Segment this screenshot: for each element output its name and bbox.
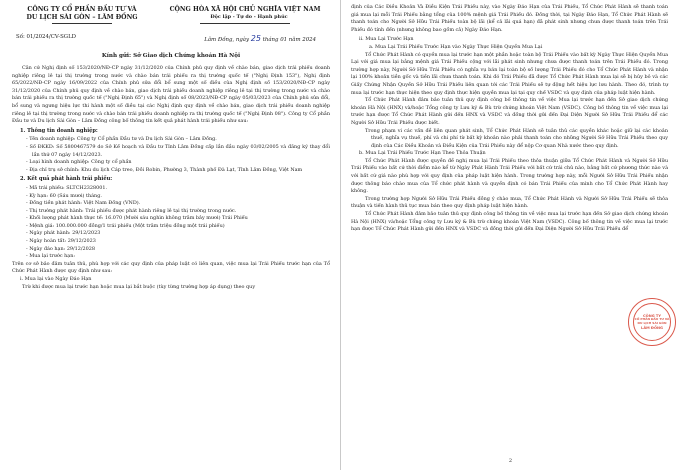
section2-title: 2. Kết quả phát hành trái phiếu:	[20, 176, 113, 183]
carryover-paragraph: định của Các Điều Khoản Và Điều Kiện Trái Phiếu này, vào Ngày Đáo Hạn của Trái Phiếu, Tổ Chức Phát Hành sẽ thanh toán giá mua lại mỗi Trái Phiếu bằng tổng của 100% mệnh giá Trái Phiếu đó. Đồng thời, tại Ngày Đáo Hạn, Tổ Chức Phát Hành sẽ thanh toán cho Người Sở Hữu Trái Phiếu toàn bộ lãi (kể cả lãi quá hạn) đã phát sinh nhưng chưa được thanh toán trên Trái Phiếu đó tính đến (nhưng không bao gồm cả) Ngày Đáo Hạn.	[351, 4, 668, 33]
letterhead	[12, 6, 330, 24]
section1-item: - Tên doanh nghiệp: Công ty Cổ phần Đầu tư và Du lịch Sài Gòn – Lâm Đồng.	[26, 136, 217, 143]
seal-text-top: CÔNG TY	[643, 314, 661, 319]
section2-item: - Đồng tiền phát hành: Việt Nam Đồng (VND).	[26, 200, 141, 207]
section1-title: 1. Thông tin doanh nghiệp:	[20, 127, 98, 134]
section2-item: - Ngày hoàn tất: 29/12/2023	[26, 238, 96, 245]
date-prefix: Lâm Đồng, ngày	[204, 37, 250, 43]
seal-text-bottom: LÂM ĐỒNG	[641, 325, 663, 330]
company-name	[12, 6, 152, 24]
buyback-intro: Trên cơ sở bảo đảm tuân thủ, phù hợp với các quy định của pháp luật có liên quan, việc mua lại Trái Phiếu trước hạn của Tổ Chức Phát Hành được quy định như sau:	[12, 260, 330, 275]
para-b2: Trong trường hợp Người Sở Hữu Trái Phiếu đồng ý chào mua, Tổ Chức Phát Hành và Người Sở Hữu Trái Phiếu sẽ thỏa thuận và tiến hành thủ tục mua bán theo quy định pháp luật hiện hành.	[351, 195, 668, 210]
section2-item: - Ngày đáo hạn: 29/12/2028	[26, 245, 96, 252]
doc-date	[204, 34, 316, 43]
section2-item: - Mệnh giá: 100.000.000 đồng/1 trái phiếu (Một trăm triệu đồng một trái phiếu)	[26, 222, 225, 229]
sub-i-text: Trừ khi được mua lại trước hạn hoặc mua lại bắt buộc (tùy từng trường hợp áp dụng) theo quy	[22, 283, 256, 290]
section1-item: - Loại hình doanh nghiệp: Công ty cổ phần	[26, 159, 132, 166]
para-b1: Tổ Chức Phát Hành được quyền đề nghị mua lại Trái Phiếu theo thỏa thuận giữa Tổ Chức Phát Hành và Người Sở Hữu Trái Phiếu vào bất cứ thời điểm nào kể từ Ngày Phát Hành Trái Phiếu với bất cứ trái chủ nào, bằng bất cứ phương thức nào và với bất cứ giá nào phù hợp với quy định của pháp luật hiện hành. Trong trường hợp này, mỗi Người Sở Hữu Trái Phiếu nhận được thông báo chào mua của Tổ chức phát hành và quyền định có bán Trái Phiếu của mình cho Tổ Chức Phát Hành hay không.	[351, 157, 668, 195]
para-a1: Tổ Chức Phát Hành có quyền mua lại trước hạn một phần hoặc toàn bộ Trái Phiếu vào bất kỳ Ngày Thực Hiện Quyền Mua Lại với giá mua lại bằng mệnh giá Trái Phiếu cộng với lãi phát sinh nhưng chưa được thanh toán trên Trái Phiếu đó. Trong trường hợp này, Người Sở Hữu Trái Phiếu có nghĩa vụ bán lại toàn bộ số lượng Trái Phiếu đó cho Tổ Chức Phát Hành và nhận lại 100% khoản tiền gốc và tiền lãi chưa thanh toán. Khi đó Trái Phiếu đã được Tổ Chức Phát Hành mua lại sẽ bị hủy bỏ và các Giấy Chứng Nhận Quyền Sở Hữu Trái Phiếu liên quan tới các Trái Phiếu sẽ tự động hết hiệu lực lưu hành. Theo đó, trình tự mua lại trước hạn thực hiện theo quy định thực hiện quyền mua lại tại quy chế VSDC và quy định của pháp luật hiện hành.	[351, 51, 669, 96]
section2-item: - Thị trường phát hành: Trái phiếu được phát hành riêng lẻ tại thị trường trong nước.	[26, 207, 237, 214]
sub-ii-title: ii. Mua Lại Trước Hạn	[359, 36, 414, 43]
section2-item: - Mã trái phiếu: SLTCH2328001.	[26, 184, 108, 191]
date-suffix: tháng 01 năm 2024	[262, 37, 316, 43]
motto-line: Độc lập - Tự do - Hạnh phúc	[210, 14, 288, 20]
section1-item: - Địa chỉ trụ sở chính: Khu du lịch Cáp treo, Đồi Robin, Phường 3, Thành phố Đà Lạt, Tỉnh Lâm Đồng, Việt Nam	[26, 166, 303, 173]
company-name-line2: DU LỊCH SÀI GÒN – LÂM ĐỒNG	[26, 14, 138, 21]
section1-item: - Số ĐKKD: Số 5800467579 do Sở Kế hoạch và Đầu tư Tỉnh Lâm Đồng cấp lần đầu ngày 03/02/2005 và đăng ký thay đổi lần thứ 07 ngày 14/12/2023.	[26, 143, 330, 158]
intro-paragraph: Căn cứ Nghị định số 153/2020/NĐ-CP ngày 31/12/2020 của Chính phủ quy định về chào bán, giao dịch trái phiếu doanh nghiệp riêng lẻ tại thị trường trong nước và chào bán trái phiếu ra thị trường quốc tế ("Nghị Định 153"), Nghị định 65/2022/NĐ-CP ngày 16/09/2022 của Chính phủ sửa đổi bổ sung một số điều của Nghị định số 153/2020/NĐ-CP ngày 31/12/2020 của Chính phủ quy định về chào bán, giao dịch trái phiếu doanh nghiệp riêng lẻ tại thị trường trong nước và chào bán trái phiếu ra thị trường quốc tế ("Nghị Định 65") và Nghị định số 08/2023/NĐ-CP ngày 05/03/2023 của Chính phủ sửa đổi, bổ sung và ngưng hiệu lực thi hành một số điều tại các Nghị định quy định về chào bán, giao dịch trái phiếu doanh nghiệp riêng lẻ tại thị trường trong nước và chào bán trái phiếu doanh nghiệp ra thị trường quốc tế ("Nghị Định 08"). Công ty Cổ phần Đầu tư và Du lịch Sài Gòn – Lâm Đồng công bố thông tin kết quả phát hành trái phiếu như sau:	[12, 65, 330, 125]
section2-item: - Ngày phát hành: 29/12/2023	[26, 230, 101, 237]
sub-b-title: b. Mua Lại Trái Phiếu Trước Hạn Theo Thỏa Thuận	[359, 150, 486, 157]
company-underline	[52, 23, 112, 24]
doc-number: Số: 01/2024/CV-SGLD	[16, 34, 76, 40]
para-a3-text: Trong phạm vi các vấn đề liên quan phát sinh, Tổ Chức Phát Hành sẽ tuân thủ các quyền khác hoặc giữ lại các khoản thuế, nghĩa vụ thuế, phí và chi phí từ bất kỳ khoản nào phải thanh toán cho những Người Sở Hữu Trái Phiếu theo quy định của Các Điều Khoản và Điều Kiện của Trái Phiếu này để nộp Cơ quan Nhà nước theo quy định.	[365, 127, 668, 149]
section2-item: - Khối lượng phát hành thực tế: 16.070 (Mười sáu nghìn không trăm bảy mươi) Trái Phiếu	[26, 215, 248, 222]
para-a3	[365, 128, 668, 151]
company-name-line1: CÔNG TY CỔ PHẦN ĐẦU TƯ VÀ	[27, 6, 137, 13]
motto-underline	[200, 23, 290, 24]
section2-list	[12, 185, 330, 261]
sub-a-title: a. Mua Lại Trái Phiếu Trước Hạn vào Ngày Thực Hiện Quyền Mua Lại	[369, 43, 543, 50]
sub-i-title: i. Mua lại vào Ngày Đáo Hạn	[20, 276, 92, 283]
section1-list	[12, 136, 330, 174]
doc-meta	[12, 34, 330, 43]
company-seal	[628, 298, 676, 346]
national-heading	[160, 6, 330, 24]
section2-item: - Kỳ hạn: 60 (Sáu mươi) tháng.	[26, 192, 102, 199]
addressee: Kính gửi: Sở Giao dịch Chứng khoán Hà Nội	[101, 53, 241, 59]
date-day-handwritten: 25	[250, 34, 261, 43]
document-page-2	[341, 0, 680, 470]
seal-text-mid: CỔ PHẦN ĐẦU TƯ VÀ DU LỊCH SÀI GÒN	[634, 317, 670, 325]
page-number: 2	[508, 458, 513, 464]
para-b3: Tổ Chức Phát Hành đảm bảo tuân thủ quy định công bố thông tin về việc mua lại trước hạn đến Sở giao dịch chứng khoán Hà Nội (HNX) và/hoặc Tổng công ty Lưu ký & Bù trừ chứng khoán Việt Nam (VSDC). Công bố thông tin về việc mua lại trước hạn được Tổ Chức Phát Hành gửi đến HNX và VSDC và đồng thời gửi đến Đại Diện Người Sở Hữu Trái Phiếu để	[351, 211, 668, 233]
section2-item: - Mua lại trước hạn:	[26, 253, 75, 260]
seal-inner-ring	[633, 303, 671, 341]
para-a2: Tổ Chức Phát Hành đảm bảo tuân thủ quy định công bố thông tin về việc Mua lại trước hạn đến Sở giao dịch chứng khoán Hà Nội (HNX) và/hoặc Tổng công ty Lưu ký & Bù trừ chứng khoán Việt Nam (VSDC). Công bố thông tin về việc mua lại trước hạn được Tổ Chức Phát Hành gửi đến HNX và VSDC và đồng thời gửi đến Đại Diện Người Sở Hữu Trái Phiếu để các Người Sở Hữu Trái Phiếu được biết.	[351, 97, 668, 126]
republic-line: CỘNG HÒA XÃ HỘI CHỦ NGHĨA VIỆT NAM	[169, 6, 321, 13]
